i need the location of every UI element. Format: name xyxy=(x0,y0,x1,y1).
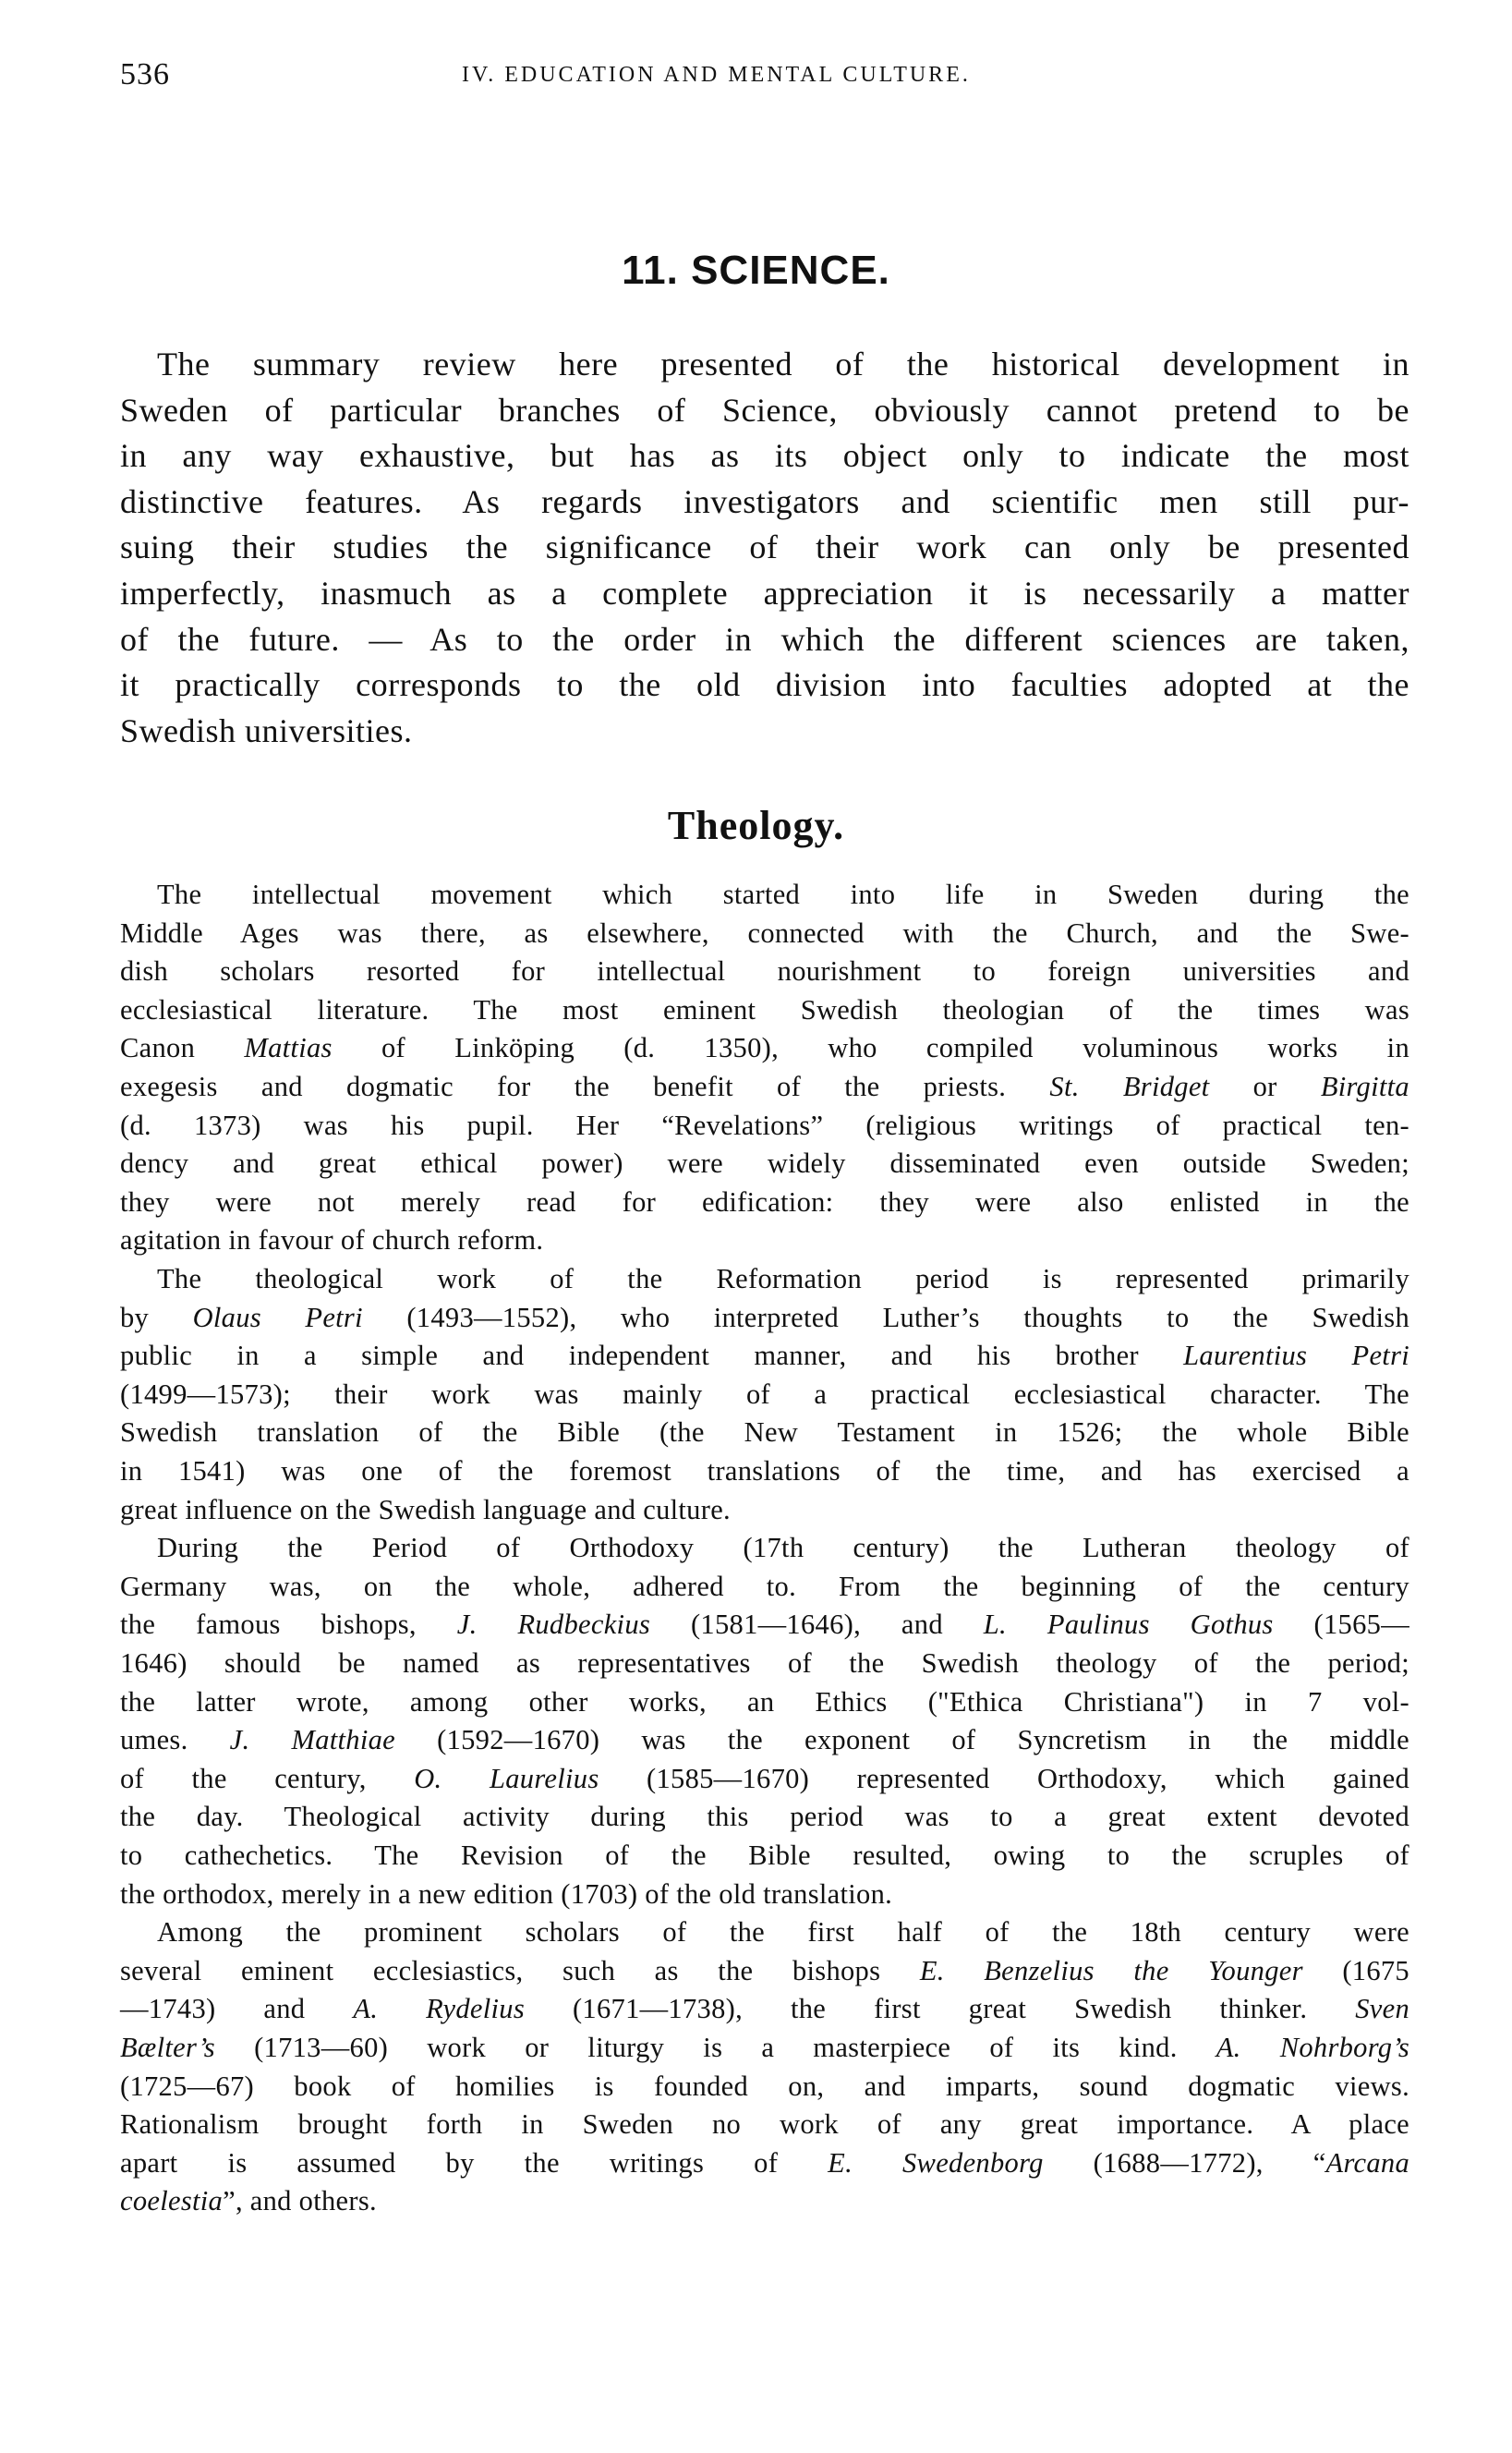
text-line: exegesis and dogmatic for the benefit of the priests. St. Bridget or Birgitta xyxy=(120,1071,1409,1102)
text-line: in any way exhaustive, but has as its object only to indicate the most xyxy=(120,437,1409,475)
text-line: ecclesiastical literature. The most eminent Swedish theologian of the times was xyxy=(120,993,1409,1026)
text-line: dency and great ethical power) were widely disseminated even outside Sweden; xyxy=(120,1148,1409,1180)
text-line: 1646) should be named as representatives of the Swedish theology of the period; xyxy=(120,1647,1409,1679)
text-line: public in a simple and independent manner, and his brother Laurentius Petri xyxy=(120,1340,1410,1372)
subsection-title: Theology. xyxy=(667,803,845,848)
text-line: apart is assumed by the writings of E. Swedenborg (1688—1772), “Arcana xyxy=(120,2146,1410,2179)
text-line: Swedish translation of the Bible (the New Testament in 1526; the whole Bible xyxy=(120,1416,1409,1449)
text-line: to cathechetics. The Revision of the Bible resulted, owing to the scruples of xyxy=(120,1840,1409,1871)
text-line: the famous bishops, J. Rudbeckius (1581—1646), and L. Paulinus Gothus (1565— xyxy=(120,1609,1409,1641)
text-line: Bælter’s (1713—60) work or liturgy is a masterpiece of its kind. A. Nohrborg’s xyxy=(120,2032,1409,2063)
text-line: Middle Ages was there, as elsewhere, connected with the Church, and the Swe- xyxy=(120,917,1409,949)
text-line: the latter wrote, among other works, an Ethics ("Ethica Christiana") in 7 vol- xyxy=(120,1685,1409,1718)
text-line: During the Period of Orthodoxy (17th century) the Lutheran theology of xyxy=(157,1532,1409,1564)
section-title: 11. SCIENCE. xyxy=(622,248,890,293)
text-line: Swedish universities. xyxy=(120,711,413,749)
text-line: Sweden of particular branches of Science, obviously cannot pretend to be xyxy=(120,391,1409,429)
text-line: they were not merely read for edification: they were also enlisted in the xyxy=(120,1185,1409,1218)
text-line: The theological work of the Reformation period is represented primarily xyxy=(157,1263,1409,1294)
text-line: —1743) and A. Rydelius (1671—1738), the first great Swedish thinker. Sven xyxy=(120,1993,1410,2025)
text-line: Germany was, on the whole, adhered to. From the beginning of the century xyxy=(120,1570,1409,1602)
text-line: dish scholars resorted for intellectual nourishment to foreign universities and xyxy=(120,955,1409,988)
text-line: suing their studies the significance of their work can only be presented xyxy=(120,528,1409,566)
text-line: (1499—1573); their work was mainly of a practical ecclesiastical character. The xyxy=(120,1378,1409,1410)
text-line: The intellectual movement which started into life in Sweden during the xyxy=(157,879,1409,910)
running-head: IV. EDUCATION AND MENTAL CULTURE. xyxy=(462,63,971,87)
text-line: of the future. — As to the order in which the different sciences are taken, xyxy=(120,620,1409,658)
text-line: coelestia”, and others. xyxy=(120,2185,377,2217)
text-line: the orthodox, merely in a new edition (1703) of the old translation. xyxy=(120,1877,893,1910)
text-line: umes. J. Matthiae (1592—1670) was the exponent of Syncretism in the middle xyxy=(120,1724,1410,1756)
text-line: in 1541) was one of the foremost translations of the time, and has exercised a xyxy=(120,1455,1409,1487)
text-line: by Olaus Petri (1493—1552), who interpreted Luther’s thoughts to the Swedish xyxy=(120,1301,1409,1333)
text-line: distinctive features. As regards investigators and scientific men still pur- xyxy=(120,482,1409,520)
text-line: (1725—67) book of homilies is founded on, and imparts, sound dogmatic views. xyxy=(120,2070,1409,2102)
text-line: (d. 1373) was his pupil. Her “Revelations” (religious writings of practical ten- xyxy=(120,1109,1409,1141)
text-line: several eminent ecclesiastics, such as the bishops E. Benzelius the Younger (1675 xyxy=(120,1954,1409,1986)
text-line: Rationalism brought forth in Sweden no work of any great importance. A place xyxy=(120,2108,1409,2141)
text-line: the day. Theological activity during this period was to a great extent devoted xyxy=(120,1801,1409,1833)
text-line: agitation in favour of church reform. xyxy=(120,1224,544,1257)
text-line: it practically corresponds to the old division into faculties adopted at the xyxy=(120,666,1409,704)
text-line: of the century, O. Laurelius (1585—1670) represented Orthodoxy, which gained xyxy=(120,1762,1409,1794)
text-line: imperfectly, inasmuch as a complete appreciation it is necessarily a matter xyxy=(120,575,1409,612)
page-number: 536 xyxy=(120,57,170,91)
text-line: The summary review here presented of the historical development in xyxy=(157,346,1409,383)
text-line: great influence on the Swedish language and culture. xyxy=(120,1493,731,1525)
text-line: Canon Mattias of Linköping (d. 1350), who compiled voluminous works in xyxy=(120,1032,1409,1064)
text-line: Among the prominent scholars of the first half of the 18th century were xyxy=(157,1916,1409,1949)
